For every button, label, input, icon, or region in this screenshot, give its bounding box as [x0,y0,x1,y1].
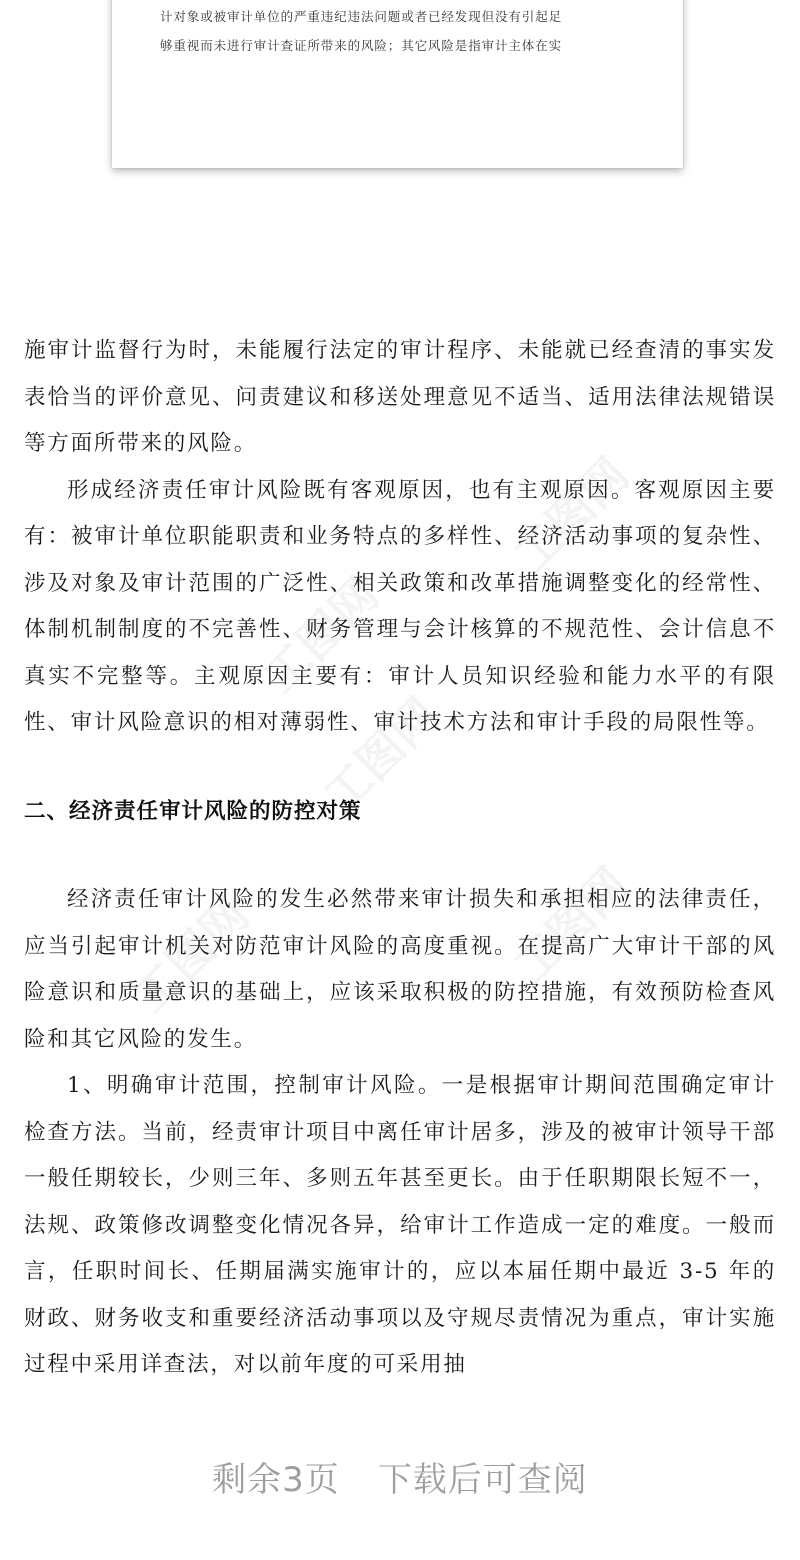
paragraph: 形成经济责任审计风险既有客观原因，也有主观原因。客观原因主要有：被审计单位职能职责和业务特点的多样性、经济活动事项的复杂性、涉及对象及审计范围的广泛性、相关政策和改革措施调整变化的经常性、体制机制制度的不完善性、财务管理与会计核算的不规范性、会计信息不真实不完整等。主观原因主要有：审计人员知识经验和能力水平的有限性、审计风险意识的相对薄弱性、审计技术方法和审计手段的局限性等。 [24,477,776,735]
preview-line: 够重视而未进行审计查证所带来的风险；其它风险是指审计主体在实 [160,38,563,53]
watermark: 工图网 [253,567,390,704]
paragraph: 1、明确审计范围，控制审计风险。一是根据审计期间范围确定审计检查方法。当前，经责审计项目中离任审计居多，涉及的被审计领导干部一般任期较长，少则三年、多则五年甚至更长。由于任职期限长短不一，法规、政策修改调整变化情况各异，给审计工作造成一定的难度。一般而言，任职时间长、任期届满实施审计的，应以本届任期中最近 3-5 年的财政、财务收支和重要经济活动事项以及守规尽责情况为重点，审计实施过程中采用详查法，对以前年度的可采用抽 [24,1073,776,1377]
document-body [24,328,776,1389]
previous-page-preview [112,0,683,168]
watermark: 工图网 [123,887,260,1024]
paragraph: 施审计监督行为时，未能履行法定的审计程序、未能就已经查清的事实发表恰当的评价意见、问责建议和移送处理意见不适当、适用法律法规错误等方面所带来的风险。 [24,338,776,456]
watermark: 工图网 [313,687,450,824]
download-prompt-label: 下载后可查阅 [377,1460,588,1500]
preview-line: 计对象或被审计单位的严重违纪违法问题或者已经发现但没有引起足 [160,9,563,24]
download-to-read-more-button[interactable] [0,1452,800,1501]
watermark: 工图网 [503,447,640,584]
section-heading: 二、经济责任审计风险的防控对策 [24,798,362,824]
remaining-pages-label: 剩余3页 [212,1460,340,1500]
paragraph: 经济责任审计风险的发生必然带来审计损失和承担相应的法律责任，应当引起审计机关对防范审计风险的高度重视。在提高广大审计干部的风险意识和质量意识的基础上，应该采取积极的防控措施，有效预防检查风险和其它风险的发生。 [24,887,776,1052]
watermark: 工图网 [503,857,640,994]
